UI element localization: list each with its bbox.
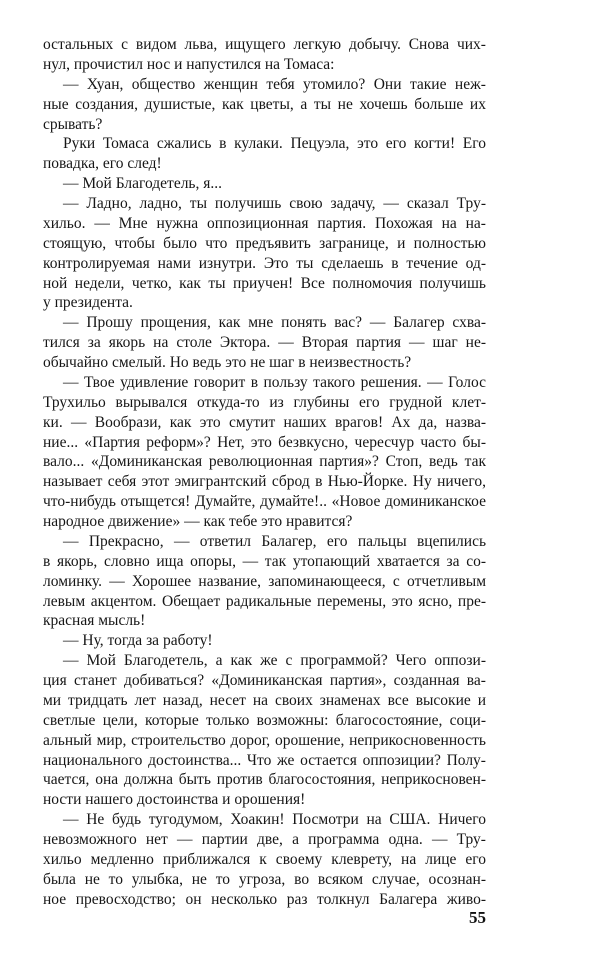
text-line: тился за якорь на столе Эктора. — Вторая партия — шаг не- bbox=[43, 334, 486, 352]
paragraph bbox=[43, 194, 486, 313]
text-line: ное превосходство; он несколько раз толкнул Балагера живо- bbox=[43, 890, 486, 908]
text-line: левым акцентом. Обещает радикальные перемены, это ясно, пре- bbox=[43, 592, 486, 610]
text-line: — Прекрасно, — ответил Балагер, его пальцы вцепились bbox=[63, 532, 487, 550]
paragraph bbox=[43, 35, 486, 75]
text-line: Трухильо вырывался откуда-то из глубины его грудной клет- bbox=[43, 393, 487, 411]
page-number: 55 bbox=[469, 908, 486, 927]
text-line: вало... «Доминиканская революционная партия»? Стоп, ведь так bbox=[43, 453, 486, 471]
text-line: хильо медленно приближался к своему клеврету, на лице его bbox=[43, 850, 487, 868]
text-line: в якорь, словно ища опоры, — так утопающий хватается за со- bbox=[43, 552, 487, 570]
book-page-text bbox=[43, 35, 486, 910]
text-line: обычайно смелый. Но ведь это не шаг в неизвестность? bbox=[43, 354, 412, 371]
text-line: — Не будь тугодумом, Хоакин! Посмотри на США. Ничего bbox=[63, 811, 487, 829]
text-line: — Твое удивление говорит в пользу такого решения. — Голос bbox=[63, 373, 486, 391]
text-line: ломинку. — Хорошее название, запоминающееся, с отчетливым bbox=[43, 572, 487, 590]
paragraph bbox=[43, 134, 486, 174]
paragraph bbox=[43, 651, 486, 810]
text-line: невозможного нет — партии две, а программа одна. — Тру- bbox=[43, 831, 486, 848]
text-line: повадка, его след! bbox=[43, 155, 162, 173]
text-line: срывать? bbox=[43, 115, 103, 133]
text-line: — Хуан, общество женщин тебя утомило? Они такие неж- bbox=[63, 75, 486, 93]
paragraph bbox=[43, 631, 486, 651]
text-line: ной недели, четко, как ты приучен! Все полномочия получишь bbox=[43, 274, 486, 292]
text-line: альный мир, строительство дорог, орошение, неприкосновенность bbox=[43, 731, 486, 749]
text-line: чается, она должна быть против благосостояния, неприкосновен- bbox=[43, 771, 487, 789]
text-line: ки. — Вообрази, как это смутит наших врагов! Ах да, назва- bbox=[43, 413, 486, 431]
text-line: ми тридцать лет назад, несет на своих знаменах все высокие и bbox=[43, 691, 486, 709]
text-line: — Прошу прощения, как мне понять вас? — Балагер схва- bbox=[63, 314, 487, 332]
text-line: красная мысль! bbox=[43, 612, 146, 630]
text-line: — Мой Благодетель, я... bbox=[63, 175, 223, 193]
text-line: светлые цели, которые только возможны: благосостояние, соци- bbox=[43, 711, 487, 729]
text-line: национального достоинства... Что же остается оппозиции? Полу- bbox=[43, 751, 486, 769]
paragraph bbox=[43, 532, 486, 631]
text-line: ция станет добиваться? «Доминиканская партия», созданная ва- bbox=[43, 672, 486, 689]
paragraph bbox=[43, 174, 486, 194]
text-line: контролируемая нами изнутри. Это ты сделаешь в течение од- bbox=[43, 254, 487, 272]
paragraph bbox=[43, 75, 486, 135]
text-line: называет себя этот эмигрантский сброд в Нью-Йорке. Ну ничего, bbox=[43, 473, 486, 491]
paragraph bbox=[43, 373, 486, 532]
text-line: — Ну, тогда за работу! bbox=[63, 632, 213, 650]
text-line: у президента. bbox=[43, 294, 133, 312]
text-line: остальных с видом льва, ищущего легкую добычу. Снова чих- bbox=[43, 36, 486, 53]
text-line: стоящую, чтобы было что предъявить загранице, и полностью bbox=[43, 234, 486, 252]
text-line: что-нибудь отыщется! Думайте, думайте!.. «Новое доминиканское bbox=[43, 493, 486, 511]
text-line: хильо. — Мне нужна оппозиционная партия. Похожая на на- bbox=[43, 214, 486, 232]
paragraph bbox=[43, 810, 486, 909]
text-line: — Ладно, ладно, ты получишь свою задачу, — сказал Тру- bbox=[63, 195, 486, 212]
text-line: ности нашего достоинства и орошения! bbox=[43, 791, 306, 809]
text-line: была не то улыбка, не то угроза, во всяком случае, осознан- bbox=[43, 870, 487, 888]
paragraph bbox=[43, 313, 486, 373]
text-line: нул, прочистил нос и напустился на Томаса: bbox=[43, 55, 335, 73]
text-line: — Мой Благодетель, а как же с программой? Чего оппози- bbox=[63, 652, 487, 670]
text-line: народное движение» — как тебе это нравится? bbox=[43, 513, 353, 530]
text-line: Руки Томаса сжались в кулаки. Пецуэла, это его когти! Его bbox=[63, 135, 486, 153]
text-line: ные создания, душистые, как цветы, а ты не хочешь больше их bbox=[43, 95, 486, 113]
text-line: ние... «Партия реформ»? Нет, это безвкусно, чересчур часто бы- bbox=[43, 433, 486, 451]
